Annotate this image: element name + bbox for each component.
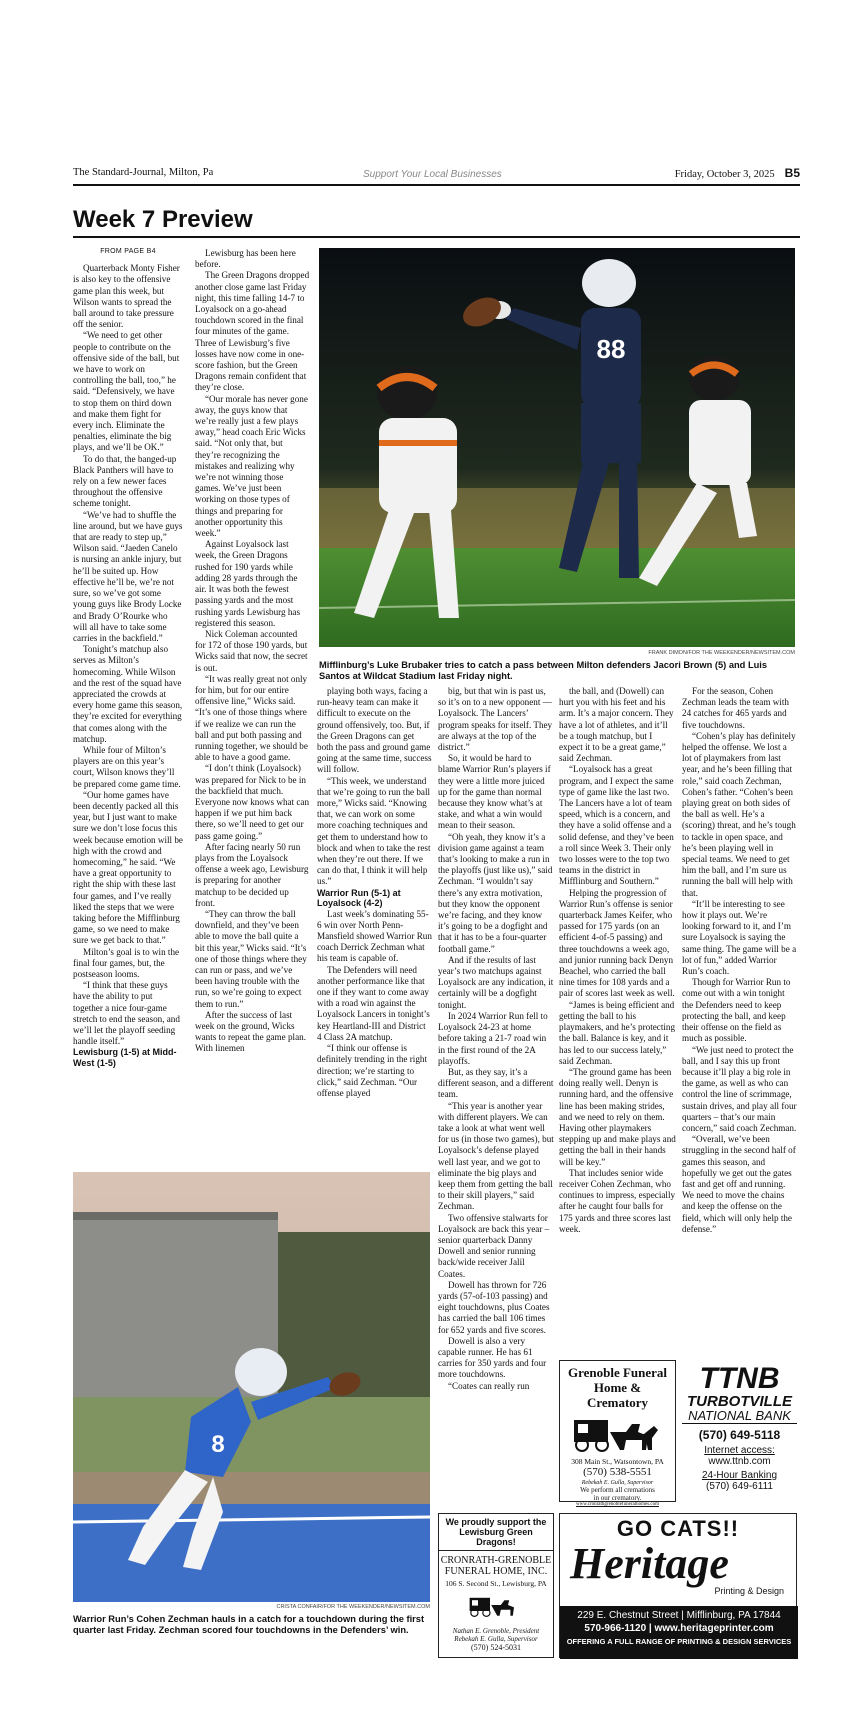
football-photo-touchdown bbox=[73, 1172, 430, 1602]
page-number: B5 bbox=[784, 166, 800, 180]
photo-illustration bbox=[73, 1172, 430, 1602]
ad-title: CRONRATH-GRENOBLE bbox=[440, 1555, 552, 1566]
paragraph: “This year is another year with different players. We can take a look at what went well for us (in those two games), but Loyalsock’s defense played well last year, and we got to eliminate the big plays and keep them from getting the ball to their skill players,” said Zechman. bbox=[438, 1100, 554, 1212]
header-tagline: Support Your Local Businesses bbox=[363, 169, 502, 180]
article-column-4 bbox=[438, 686, 554, 1498]
subheading: Warrior Run (5-1) at Loyalsock (4-2) bbox=[317, 887, 401, 909]
paragraph: “We just need to protect the ball, and I say this up front because it’ll play a big role in the game, as well as who can control the line of scrimmage, sustain drives, and play all four quarters – that’s our main concern,” said coach Zechman. bbox=[682, 1044, 797, 1133]
photo-caption: Warrior Run’s Cohen Zechman hauls in a catch for a touchdown during the first quarter last Friday. Zechman scored four touchdowns in the Defenders’ win. bbox=[73, 1614, 425, 1635]
paragraph: The Green Dragons dropped another close game last Friday night, this time falling 14-7 to Loyalsock on a go-ahead touchdown scored in the final four minutes of the game. Three of Lewisburg’s five losses have now come in one-score fashion, but the Green Dragons remain confident that they’re close. bbox=[195, 270, 310, 393]
paragraph: Milton’s goal is to win the final four games, but, the postseason looms. bbox=[73, 946, 180, 979]
issue-date: Friday, October 3, 2025 bbox=[674, 169, 775, 180]
ad-title: Grenoble Funeral Home & Crematory bbox=[567, 1365, 668, 1410]
paragraph: “It’ll be interesting to see how it plays out. We’re looking forward to it, and I’m sure Loyalsock is saying the same thing. The game will be a lot of fun,” added Warrior Run’s coach. bbox=[682, 898, 797, 977]
ad-contact-panel bbox=[560, 1606, 798, 1659]
newspaper-name: The Standard-Journal, Milton, Pa bbox=[73, 167, 214, 178]
photo-credit: FRANK DIMON/FOR THE WEEKENDER/NEWSITEM.COM bbox=[648, 650, 795, 656]
paragraph: “Oh yeah, they know it’s a division game against a team that’s looking to make a run in the playoffs (just like us),” said Zechman. “I wouldn’t say there’s any extra motivation, but they know the opponent we’re facing, and they know it’s going to be a dogfight and that it has to be a four-quarter football game.” bbox=[438, 831, 553, 954]
paragraph: “I think our offense is definitely trending in the right direction; we’re starting to click,” said Zechman. “Our offense played bbox=[317, 1043, 427, 1098]
paragraph: “This week, we understand that we’re going to run the ball more,” Wicks said. “Knowing that, we can work on some more coaching techniques and get them to understand how to block and when to take the rest when they’re out there. If we can do that, I think it will help us.” bbox=[317, 775, 431, 887]
paragraph: Quarterback Monty Fisher is also key to the offensive game plan this week, but Wilson wants to spread the ball around to take pressure off the senior. bbox=[73, 263, 180, 330]
paragraph: “Cohen’s play has definitely helped the offense. We lost a lot of playmakers from last year, and he’s been filling that role,” said coach Zechman, Cohen’s father. “Cohen’s been playing great on both sides of the ball as well. He’s a (scoring) threat, and he’s tough to tackle in open space, and he’s been playing well in special teams. We need to get him the ball, and I’m sure us running the ball will help with that. bbox=[682, 730, 796, 898]
ad-heritage-printing[interactable] bbox=[559, 1513, 797, 1658]
paragraph: That includes senior wide receiver Cohen Zechman, who continues to impress, especially after he caught four balls for 175 yards and three scores last week. bbox=[559, 1167, 676, 1234]
ad-logo-sub: Printing & Design bbox=[714, 1586, 784, 1596]
ad-logo: Heritage bbox=[570, 1539, 729, 1588]
header-date-page bbox=[675, 166, 800, 180]
section-headline: Week 7 Preview bbox=[73, 206, 253, 233]
article-column-1 bbox=[73, 246, 183, 1280]
paragraph: In 2024 Warrior Run fell to Loyalsock 24-23 at home before taking a 21-7 road win in the first round of the 2A playoffs. bbox=[438, 1010, 548, 1066]
paragraph: The Defenders will need another performance like that one if they want to come away with a road win against the Loyalsock Lancers in tonight’s key Heartland-III and District 4 Class 2A matchup. bbox=[317, 964, 430, 1042]
photo-credit: CRISTA CONFAIR/FOR THE WEEKENDER/NEWSITEM.COM bbox=[276, 1604, 430, 1610]
horse-carriage-icon bbox=[568, 1412, 668, 1452]
ad-person: Nathan E. Grenoble, President bbox=[452, 1627, 540, 1635]
football-photo-catch bbox=[319, 248, 795, 647]
paragraph: To do that, the banged-up Black Panthers will have to rely on a few newer faces throughout the offensive scheme tonight. bbox=[73, 453, 177, 509]
horse-carriage-icon bbox=[466, 1592, 526, 1618]
paragraph: Dowell is also a very capable runner. He has 61 carries for 350 yards and four more touchdowns. bbox=[438, 1335, 547, 1380]
ad-cronrath-grenoble[interactable] bbox=[438, 1513, 554, 1658]
paragraph: Last week’s dominating 55-6 win over North Penn-Mansfield showed Warrior Run coach Derrick Zechman what his team is capable of. bbox=[317, 908, 432, 964]
continued-from-tag: FROM PAGE B4 bbox=[100, 248, 156, 255]
paragraph: Dowell has thrown for 726 yards (57-of-103 passing) and eight touchdowns, plus Coates has carried the ball 106 times for 652 yards and five scores. bbox=[438, 1279, 550, 1335]
paragraph: “Overall, we’ve been struggling in the second half of games this season, and hopefully we get out the gates fast and get off and running. We need to move the chains and keep the offense on the field, which will only help the defense.” bbox=[682, 1134, 796, 1234]
paragraph: “It was really great not only for him, but for our entire offensive line,” Wicks said. “It’s one of those things where if we realize we can run the ball and put both passing and running together, we should be able to have a good game. bbox=[195, 673, 308, 763]
paragraph: “Our morale has never gone away, the guys know that we’re really just a few plays away,” head coach Eric Wicks said. “Not only that, but they’re recognizing the mistakes and realizing why we’re not winning those games. We’ve just been working on those types of things and preparing for another opportunity this week.” bbox=[195, 393, 308, 539]
banking-label: 24-Hour Banking bbox=[701, 1470, 778, 1481]
paragraph: Though for Warrior Run to come out with a win tonight the Defenders need to keep protecting the ball, and keep their offense on the field as much as possible. bbox=[682, 977, 791, 1044]
paragraph: “I think that these guys have the ability to put together a nice four-game stretch to end the season, and we’ll let the playoff seeding handle itself.” bbox=[73, 980, 180, 1047]
paragraph: Lewisburg has been here before. bbox=[195, 248, 296, 270]
paragraph: Helping the progression of Warrior Run’s offense is senior quarterback James Keifer, who passed for 175 yards (on an efficient 4-of-5 passing) and three touchdowns a week ago, and junior running back Denyn Beachel, who carried the ball nine times for 108 yards and a pair of scores last week as well. bbox=[559, 887, 675, 999]
ad-contact[interactable]: 570-966-1120 | www.heritageprinter.com bbox=[584, 1623, 774, 1634]
ad-grenoble-funeral-home[interactable] bbox=[559, 1360, 676, 1507]
article-column-6 bbox=[682, 686, 797, 1354]
paragraph: Tonight’s matchup also serves as Milton’s homecoming. While Wilson and the rest of the squad have appreciated the crowds at every home game this season, they’re excited for everything that comes along with the matchup. bbox=[73, 644, 183, 744]
paragraph: the ball, and (Dowell) can hurt you with his feet and his arm. It’s a major concern. They have a lot of athletes, and it’ll be a tough matchup, but I expect it to be a great game,” said Zechman. bbox=[559, 686, 674, 764]
article-column-2 bbox=[195, 248, 310, 1280]
photo-caption: Mifflinburg’s Luke Brubaker tries to catch a pass between Milton defenders Jacori Brown (5) and Luis Santos at Wildcat Stadium last Friday night. bbox=[319, 660, 768, 681]
photo-illustration bbox=[319, 248, 795, 647]
ad-text: in our crematory. bbox=[593, 1494, 642, 1502]
paragraph: So, it would be hard to blame Warrior Run’s players if they were a little more juiced up for the game than normal because they know what’s at stake, and what a win would mean to their season. bbox=[438, 753, 551, 831]
paragraph: But, as they say, it’s a different season, and a different team. bbox=[438, 1066, 554, 1100]
subheading: Lewisburg (1-5) at Midd-West (1-5) bbox=[73, 1047, 177, 1068]
paragraph: “Loyalsock has a great program, and I expect the same type of game like the last two. The Lancers have a lot of team speed, which is a concern, and they have a solid offense and a solid defense, and they’ve been a roll since Week 3. Their only two losses were to the top two teams in the district in Mifflinburg and Southern.” bbox=[559, 764, 674, 887]
receiver-jersey-number: 8 bbox=[211, 1431, 225, 1458]
bank-name: TURBOTVILLE bbox=[687, 1393, 792, 1410]
ad-tagline: OFFERING A FULL RANGE OF PRINTING & DESIGN SERVICES bbox=[566, 1637, 792, 1646]
paragraph: After facing nearly 50 run plays from the Loyalsock offense a week ago, Lewisburg is preparing for another matchup to be decided up front. bbox=[195, 841, 309, 908]
bank-phone: (570) 649-5118 bbox=[698, 1428, 781, 1442]
paragraph: “The ground game has been doing really well. Denyn is running hard, and the offensive line has been making strides, and we need to rely on them. Having other playmakers stepping up and make plays and getting the ball in their hands will be key.” bbox=[559, 1066, 676, 1167]
ad-address: 229 E. Chestnut Street | Mifflinburg, PA 17844 bbox=[577, 1610, 781, 1621]
article-column-3 bbox=[317, 686, 432, 1170]
receiver-jersey-number: 88 bbox=[596, 334, 626, 364]
paragraph: “I don’t think (Loyalsock) was prepared for Nick to be in the backfield that much. Everyone now knows what can happen if we put him back there, so we’ll need to get our pass game going.” bbox=[195, 763, 310, 841]
ad-text: We perform all cremations bbox=[580, 1486, 655, 1494]
paragraph: And if the results of last year’s two matchups against Loyalsock are any indication, it certainly will be a dogfight tonight. bbox=[438, 954, 554, 1010]
paragraph: For the season, Cohen Zechman leads the team with 24 catches for 465 yards and five touchdowns. bbox=[682, 686, 789, 730]
paragraph: big, but that win is past us, so it’s on to a new opponent — Loyalsock. The Lancers’ program speaks for itself. They are always at the top of the district.” bbox=[438, 686, 553, 753]
paragraph: “We need to get other people to contribute on the offensive side of the ball, but we have to work on controlling the ball, too,” he said. “Defensively, we have to stop them on third down and make them fight for every inch. Eliminate the penalties, eliminate the big plays, and we’ll be OK.” bbox=[73, 330, 180, 453]
article-column-5 bbox=[559, 686, 676, 1354]
ad-phone: (570) 538-5551 bbox=[583, 1466, 652, 1478]
bank-name-sub: NATIONAL BANK bbox=[682, 1409, 797, 1424]
paragraph: “Our home games have been decently packed all this year, but I just want to make sure we don’t lose focus this week because emotion will be high with the crowd and homecoming,” he said. “We have a great opportunity to right the ship with these last four games, and I’ve really liked the steps that we were taking before the Mifflinburg game, so we need to make sure we get back to that.” bbox=[73, 789, 183, 946]
paragraph: “We’ve had to shuffle the line around, but we have guys that are ready to step up,” Wilson said. “Jaeden Canelo is nursing an ankle injury, but he’ll be suited up. How effective he’ll be, we’re not sure, so we’ve got some young guys like Brody Locke and Brady O’Rourke who will all have to take some carries in the backfield.” bbox=[73, 509, 183, 643]
ad-title-sub: FUNERAL HOME, INC. bbox=[444, 1566, 548, 1577]
internet-label: Internet access: bbox=[704, 1445, 775, 1456]
ad-header: We proudly support the Lewisburg Green Dragons! bbox=[439, 1514, 553, 1551]
bank-logo: TTNB bbox=[699, 1362, 780, 1395]
paragraph: “They can throw the ball downfield, and they’ve been able to move the ball quite a bit this year,” Wicks said. “It’s one of those things where they can run or pass, and we’ve been having trouble with the run, so we’re going to expect them to run.” bbox=[195, 908, 307, 1009]
paragraph: playing both ways, facing a run-heavy team can make it difficult to execute on the ground offensively, too. But, if the Green Dragons can get both the pass and ground game going at the same time, success will follow. bbox=[317, 686, 432, 775]
ad-phone: (570) 524-5031 bbox=[471, 1643, 521, 1652]
ad-address: 106 S. Second St., Lewisburg, PA bbox=[445, 1579, 547, 1588]
ad-person: Rebekah E. Gulla, Supervisor bbox=[454, 1635, 538, 1643]
headline-rule bbox=[73, 236, 800, 238]
paragraph: Against Loyalsock last week, the Green Dragons rushed for 190 yards while adding 28 yards through the air. It was both the fewest passing yards and the most rushing yards Lewisburg has registered this season. bbox=[195, 539, 301, 628]
page-header bbox=[73, 164, 800, 186]
ad-turbotville-national-bank[interactable] bbox=[682, 1360, 797, 1502]
banking-phone: (570) 649-6111 bbox=[706, 1481, 773, 1492]
ad-address: 308 Main St., Watsontown, PA bbox=[571, 1457, 664, 1466]
paragraph: After the success of last week on the ground, Wicks wants to repeat the game plan. With linemen bbox=[195, 1009, 306, 1054]
paragraph: While four of Milton’s players are on this year’s court, Wilson knows they’ll be prepared come game time. bbox=[73, 744, 181, 789]
ad-url[interactable]: www.cronrathgrenoblefuneralhomes.com bbox=[576, 1502, 659, 1507]
ad-signature: Rebekah E. Gulla, Supervisor bbox=[581, 1480, 654, 1486]
paragraph: Nick Coleman accounted for 172 of those 190 yards, but Wicks said that now, the secret is out. bbox=[195, 628, 308, 673]
ad-slogan: GO CATS!! bbox=[616, 1516, 740, 1541]
bank-url[interactable]: www.ttnb.com bbox=[708, 1456, 771, 1467]
paragraph: Two offensive stalwarts for Loyalsock are back this year – senior quarterback Danny Dowell and senior running back/wide receiver Jalil Coates. bbox=[438, 1212, 550, 1279]
paragraph: “James is being efficient and getting the ball to his playmakers, and he’s protecting the ball. Balance is key, and it has led to our success lately,” said Zechman. bbox=[559, 999, 676, 1066]
paragraph: “Coates can really run bbox=[448, 1380, 530, 1391]
